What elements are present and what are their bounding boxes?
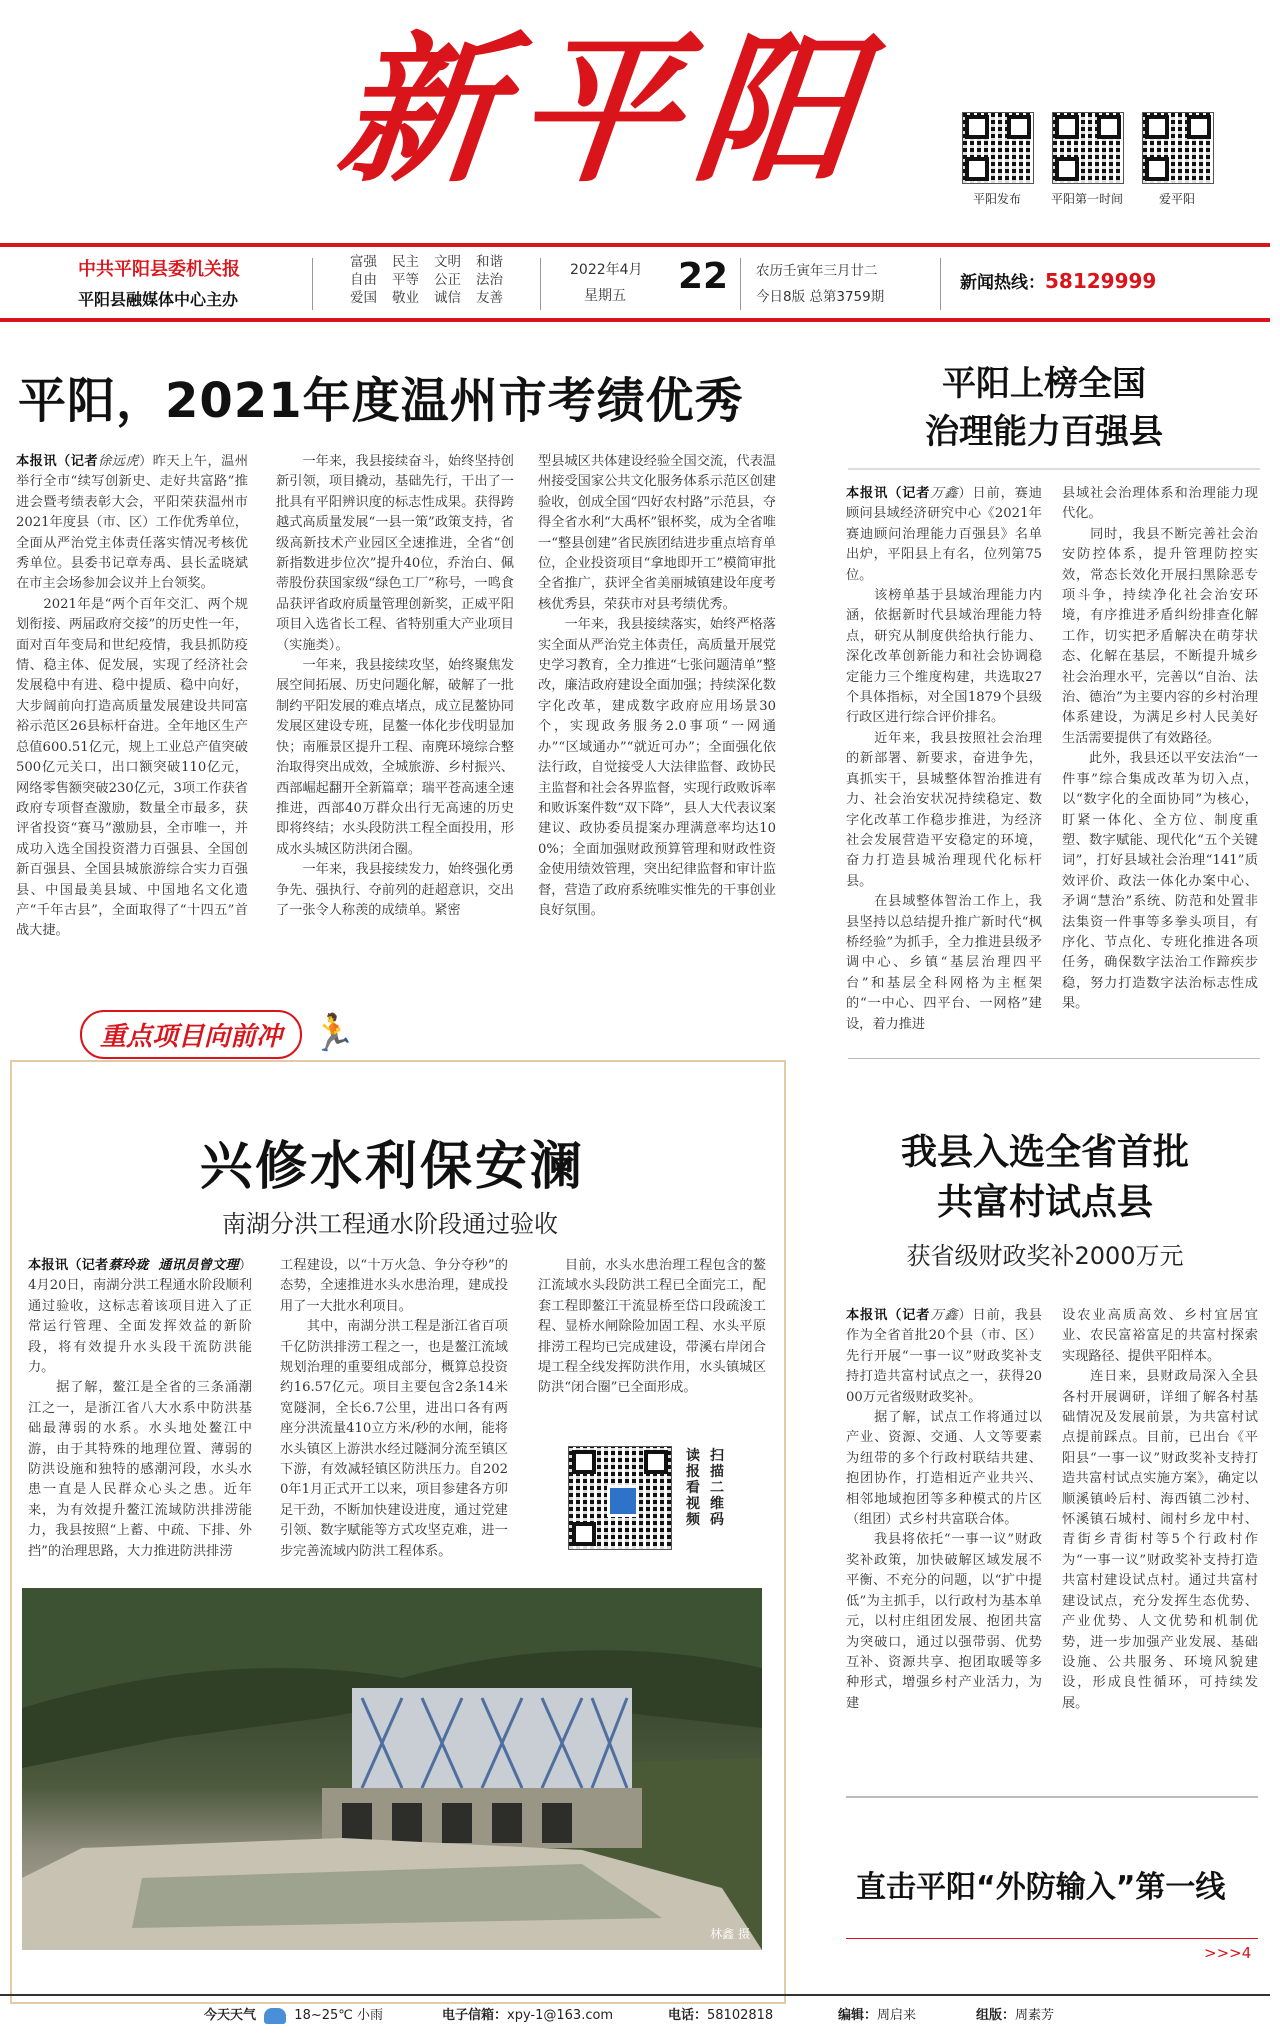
qr-label: 平阳发布 xyxy=(972,192,1021,206)
app-logo-icon xyxy=(607,1485,639,1517)
designer-label: 组版： xyxy=(976,2008,1016,2023)
phone-value: 58102818 xyxy=(707,2008,774,2023)
masthead-divider-top xyxy=(0,243,1270,247)
value-word: 公正 xyxy=(434,272,461,288)
news-hotline xyxy=(960,268,1156,293)
designer-info xyxy=(976,2004,1054,2023)
article3-subtitle: 南湖分洪工程通水阶段通过验收 xyxy=(222,1210,558,1238)
article-text: ）日前，我县作为全省首批20个县（市、区）先行开展“一事一议”财政奖补支持打造共富村试点之一，获得2000万元省级财政奖补。 据了解，试点工作将通过以产业、资源、交通、人文等要素为纽带的多个行政村联结共建、抱团协作，打造相近产业共兴、相邻地域抱团等多种模式的片区（组团）式乡村共富联合体。 我县将依托“一事一议”财政奖补政策，加快破解区域发展不平衡、不充分的问题，以“扩中提低”为主抓手，以行政村为基本单元，以村庄组团发展、抱团共富为突破口，通过以强带弱、优势互补、资源共享、抱团取暖等多种形式，增强乡村产业活力，为建 xyxy=(846,1308,1042,1711)
article1-column-2: 一年来，我县接续奋斗，始终坚持创新引领，项目撬动，基础先行，干出了一批具有平阳辨识度的标志性成果。获得跨越式高质量发展“一县一策”政策支持，省级高新技术产业园区全速推进，全省“创新指数进步位次”提升40位，乔治白、佩蒂股份获国家级“绿色工厂”称号，一鸣食品获评省政府质量管理创新奖，正威平阳项目入选省长工程、省特别重大产业项目（实施类）。 一年来，我县接续攻坚，始终聚焦发展空间拓展、历史问题化解，破解了一批制约平阳发展的难点堵点，成立昆鳌协同发展区建设专班，昆鳌一体化步伐明显加快；南雁景区提升工程、南麂环境综合整治取得突出成效，全城旅游、乡村振兴、西部崛起翻开全新篇章；瑞平苍高速全速推进，西部40万群众出行无高速的历史即将终结；水头段防洪工程全面投用，形成水头城区防洪闭合圈。 一年来，我县接续发力，始终强化勇争先、强执行、夺前列的赶超意识，交出了一张令人称羡的成绩单。紧密 xyxy=(276,454,514,918)
reporter-name: 蔡玲珑 通讯员 xyxy=(108,1258,199,1273)
article-text: ）4月20日，南湖分洪工程通水阶段顺利通过验收，这标志着该项目进入了正常运行管理、全面发挥效益的新阶段，将有效提升水头段干流防洪能力。 据了解，鳌江是全省的三条涌潮江之一，是浙江省八大水系中防洪基础最薄弱的水系。水头地处鳌江中游，由于其特殊的地理位置、薄弱的防洪设施和独特的感潮河段，水头水患一直是人民群众心头之患。近年来，为有效提升鳌江流域防洪排涝能力，我县按照“上蓄、中疏、下排、外挡”的治理思路，大力推进防洪排涝 xyxy=(28,1258,253,1559)
publisher-media-center: 平阳县融媒体中心主办 xyxy=(78,290,239,309)
email-info xyxy=(442,2004,613,2023)
article-text: ）昨天上午，温州举行全市“续写创新史、走好共富路”推进会暨考绩表彰大会，平阳荣获温州市2021年度县（市、区）工作优秀单位，全面从严治党主体责任落实情况考核优秀单位。县委书记章寿禹、县长孟晓斌在市主会场参加会议并上台领奖。 2021年是“两个百年交汇、两个规划衔接、两届政府交接”的历史性一年，面对百年变局和世纪疫情，我县抓防疫情、稳主体、促发展，实现了经济社会发展稳中有进、稳中提质、稳中向好，大步阔前向打造高质量发展建设共同富裕示范区26县标杆奋进。全年地区生产总值600.51亿元，规上工业总产值突破500亿元关口，出口额突破110亿元，网络零售额突破230亿元，3项工作获省政府专项督查激励，数量全市最多，获评省投资“赛马”激励县，全市唯一，并成功入选全国投资潜力百强县、全国创新百强县、全国县城旅游综合实力百强县、中国最美县域、中国地名文化遗产“千年古县”，全面取得了“十四五”首战大捷。 xyxy=(16,454,249,939)
divider xyxy=(740,258,741,310)
article-text: ）日前，赛迪顾问县域经济研究中心《2021年赛迪顾问治理能力百强县》名单出炉，平阳县上有名，位列第75位。 该榜单基于县域治理能力内涵，依据新时代县域治理能力特点，研究从制度供给执行能力、深化改革创新能力和社会协调稳定能力三个维度构建，共选取27个具体指标，对全国1879个县级行政区进行综合评价排名。 近年来，我县按照社会治理的新部署、新要求，奋进争先，真抓实干，县城整体智治推进有力、社会治安状况持续稳定、数字化改革工作稳步推进，为经济社会发展营造平安稳定的环境，奋力打造县城治理现代化标杆县。 在县域整体智治工作上，我县坚持以总结提升推广新时代“枫桥经验”为抓手，全力推进县级矛调中心、乡镇“基层治理四平台”和基层全科网格为主框架的“一中心、四平台、一网格”建设，着力推进 xyxy=(846,486,1042,1032)
divider xyxy=(846,1938,1258,1939)
divider xyxy=(940,258,941,310)
qr-code-pingyang-first-time[interactable] xyxy=(1052,112,1132,207)
editor-value: 周启来 xyxy=(877,2008,917,2023)
qr-caption-scan: 扫描二维码 xyxy=(710,1448,724,1528)
runner-icon: 🏃 xyxy=(311,1013,356,1054)
issue-weekday: 星期五 xyxy=(584,288,626,304)
edition-number: 今日8版 总第3759期 xyxy=(756,289,885,305)
value-word: 平等 xyxy=(392,272,419,288)
article2-column-1 xyxy=(846,484,1042,1044)
phone-label: 电话： xyxy=(668,2008,708,2023)
lunar-date: 农历壬寅年三月廿二 xyxy=(756,263,878,279)
article3-column-1 xyxy=(28,1256,253,1559)
article2-headline[interactable]: 平阳上榜全国 治理能力百强县 xyxy=(925,364,1163,452)
value-word: 敬业 xyxy=(392,290,419,306)
photo-credit: 林鑫 摄 xyxy=(710,1927,750,1941)
phone-info xyxy=(668,2004,773,2023)
value-word: 自由 xyxy=(350,272,377,288)
byline: 本报讯（记者 xyxy=(846,486,931,501)
floodgate-photo[interactable] xyxy=(22,1588,762,1950)
jump-to-page-link[interactable]: >>>4 xyxy=(1204,1944,1252,1962)
article5-headline[interactable]: 直击平阳“外防输入”第一线 xyxy=(856,1870,1226,1905)
value-word: 友善 xyxy=(476,290,503,306)
reporter-name: 曾文理 xyxy=(198,1258,239,1273)
value-word: 民主 xyxy=(392,254,419,270)
core-values-grid xyxy=(350,253,520,315)
hotline-number[interactable]: 58129999 xyxy=(1045,269,1157,293)
video-qr-code[interactable] xyxy=(568,1446,672,1550)
qr-code-love-pingyang[interactable] xyxy=(1142,112,1217,207)
article1-column-1 xyxy=(16,452,248,972)
reporter-name: 万鑫 xyxy=(930,486,959,501)
article1-column-3: 型县城区共体建设经验全国交流，代表温州接受国家公共文化服务体系示范区创建验收，创成全国“四好农村路”示范县，夺得全省水利“大禹杯”银杯奖，成为全省唯一“整县创建”省民族团结进步重点培育单位，企业投资项目“拿地即开工”模简审批全省推广，获评全省美丽城镇建设年度考核优秀县，荣获市对县考绩优秀。 一年来，我县接续落实，始终严格落实全面从严治党主体责任，高质量开展党史学习教育，全力推进“七张问题清单”整改，廉洁政府建设全面加强；持续深化数字化改革，建成数字政府应用场景30个，实现政务服务2.0事项“一网通办”“区域通办”“就近可办”；全面强化依法行政，自觉接受人大法律监督、政协民主监督和社会各界监督，实现行政败诉率和败诉案件数“双下降”，县人大代表议案建议、政协委员提案办理满意率均达100%；全面加强财政预算管理和财政性资金使用绩效管理，突出纪律监督和审计监督，营造了政府系统唯实惟先的干事创业良好氛围。 xyxy=(538,454,776,918)
article3-column-3: 目前，水头水患治理工程包含的鳌江流域水头段防洪工程已全面完工，配套工程即鳌江干流显桥至岱口段疏浚工程、显桥水闸除险加固工程、水头平原排涝工程均已完成建设，带溪右岸闭合堤工程全线发挥防洪作用，水头镇城区防洪“闭合圈”已全面形成。 xyxy=(538,1258,766,1396)
article4-column-2: 设农业高质高效、乡村宜居宜业、农民富裕富足的共富村探索实现路径、提供平阳样本。 连日来，县财政局深入全县各村开展调研，详细了解各村基础情况及发展前景，为共富村试点提前踩点。目前，已出台《平阳县“一事一议”财政奖补支持打造共富村试点实施方案》，确定以顺溪镇岭后村、海西镇二沙村、怀溪镇石城村、闹村乡龙中村、青街乡青街村等5个行政村作为“一事一议”财政奖补支持打造共富村建设试点村。通过共富村建设试点，充分发挥生态优势、产业优势、人文优势和机制优势，进一步加强产业发展、基础设施、公共服务、环境风貌建设，形成良性循环，可持续发展。 xyxy=(1062,1308,1258,1711)
editor-info xyxy=(838,2004,916,2023)
value-word: 文明 xyxy=(434,254,461,270)
byline: 本报讯（记者 xyxy=(16,454,99,469)
publisher-info xyxy=(78,253,288,315)
divider xyxy=(848,1058,1260,1059)
article2-column-2: 县域社会治理体系和治理能力现代化。 同时，我县不断完善社会治安防控体系，提升管理防控实效，常态长效化开展扫黑除恶专项斗争，持续净化社会治安环境，有序推进矛盾纠纷排查化解工作，切实把矛盾解决在萌芽状态、化解在基层，不断提升城乡社会治理水平，完善以“自治、法治、德治”为主要内容的乡村治理体系建设，为满足乡村人民美好生活需要提供了有效路径。 此外，我县还以平安法治“一件事”综合集成改革为切入点，以“数字化的全面协同”为核心，盯紧一体化、全方位、制度重塑、数字赋能、现代化“五个关键词”，打好县域社会治理“141”质效评价、政法一体化办案中心、矛调“慧治”系统、防范和处置非法集资一件事等多拳头项目，有序化、节点化、专班化推进各项任务，确保数字法治工作蹄疾步稳，努力打造数字法治标志性成果。 xyxy=(1062,486,1258,1012)
weather-info xyxy=(204,2004,383,2024)
divider xyxy=(540,258,541,310)
issue-date xyxy=(570,253,660,315)
masthead-divider-bottom xyxy=(0,318,1270,322)
value-word: 和谐 xyxy=(476,254,503,270)
qr-code-pingyang-release[interactable] xyxy=(962,112,1037,207)
footer-divider xyxy=(0,1994,1270,1996)
weather-value: 18~25℃ 小雨 xyxy=(294,2008,384,2023)
reporter-name: 徐远虎 xyxy=(98,454,140,469)
divider xyxy=(848,468,1260,470)
divider xyxy=(846,1796,1258,1798)
newspaper-title: 新平阳 xyxy=(330,16,884,204)
lunar-edition-info xyxy=(756,253,926,315)
article4-subtitle: 获省级财政奖补2000万元 xyxy=(906,1242,1184,1270)
value-word: 爱国 xyxy=(350,290,377,306)
article1-headline[interactable]: 平阳，2021年度温州市考绩优秀 xyxy=(18,373,744,429)
rain-cloud-icon xyxy=(264,2008,286,2024)
qr-caption-watch: 读报看视频 xyxy=(686,1448,700,1528)
article3-column-2: 工程建设，以“十万火急、争分夺秒”的态势，全速推进水头水患治理，建成投用了一大批水利项目。 其中，南湖分洪工程是浙江省百项千亿防洪排涝工程之一，也是鳌江流域规划治理的重要组成部分，概算总投资约16.57亿元。项目主要包含2条14米宽隧洞，全长6.7公里，进出口各有两座分洪流量410立方米/秒的水闸，能将水头镇区上游洪水经过隧洞分流至镇区下游，有效减轻镇区防洪压力。自2020年1月正式开工以来，项目参建各方卯足干劲，不断加快建设进度，通过党建引领、数字赋能等方式攻坚克难，进一步完善流域内防洪工程体系。 xyxy=(280,1258,508,1559)
byline: 本报讯（记者 xyxy=(846,1308,931,1323)
email-value[interactable]: xpy-1@163.com xyxy=(507,2008,614,2023)
article3-headline[interactable]: 兴修水利保安澜 xyxy=(200,1137,586,1197)
issue-month: 2022年4月 xyxy=(570,262,643,278)
section-banner xyxy=(80,1010,356,1059)
value-word: 富强 xyxy=(350,254,377,270)
value-word: 法治 xyxy=(476,272,503,288)
hotline-label: 新闻热线： xyxy=(960,273,1045,293)
byline: 本报讯（记者 xyxy=(28,1258,109,1273)
designer-value: 周素芳 xyxy=(1015,2008,1055,2023)
publisher-party-org: 中共平阳县委机关报 xyxy=(78,259,240,280)
floodgate-illustration xyxy=(22,1588,762,1950)
email-label: 电子信箱： xyxy=(442,2008,508,2023)
qr-label: 平阳第一时间 xyxy=(1050,192,1123,206)
section-banner-label: 重点项目向前冲 xyxy=(80,1010,302,1059)
editor-label: 编辑： xyxy=(838,2008,878,2023)
article4-column-1 xyxy=(846,1306,1042,1746)
reporter-name: 万鑫 xyxy=(930,1308,959,1323)
value-word: 诚信 xyxy=(434,290,461,306)
divider xyxy=(312,258,313,310)
qr-label: 爱平阳 xyxy=(1158,192,1195,206)
article4-headline[interactable]: 我县入选全省首批 共富村试点县 xyxy=(900,1132,1189,1223)
issue-day: 22 xyxy=(678,256,729,297)
weather-label: 今天天气 xyxy=(204,2008,257,2023)
